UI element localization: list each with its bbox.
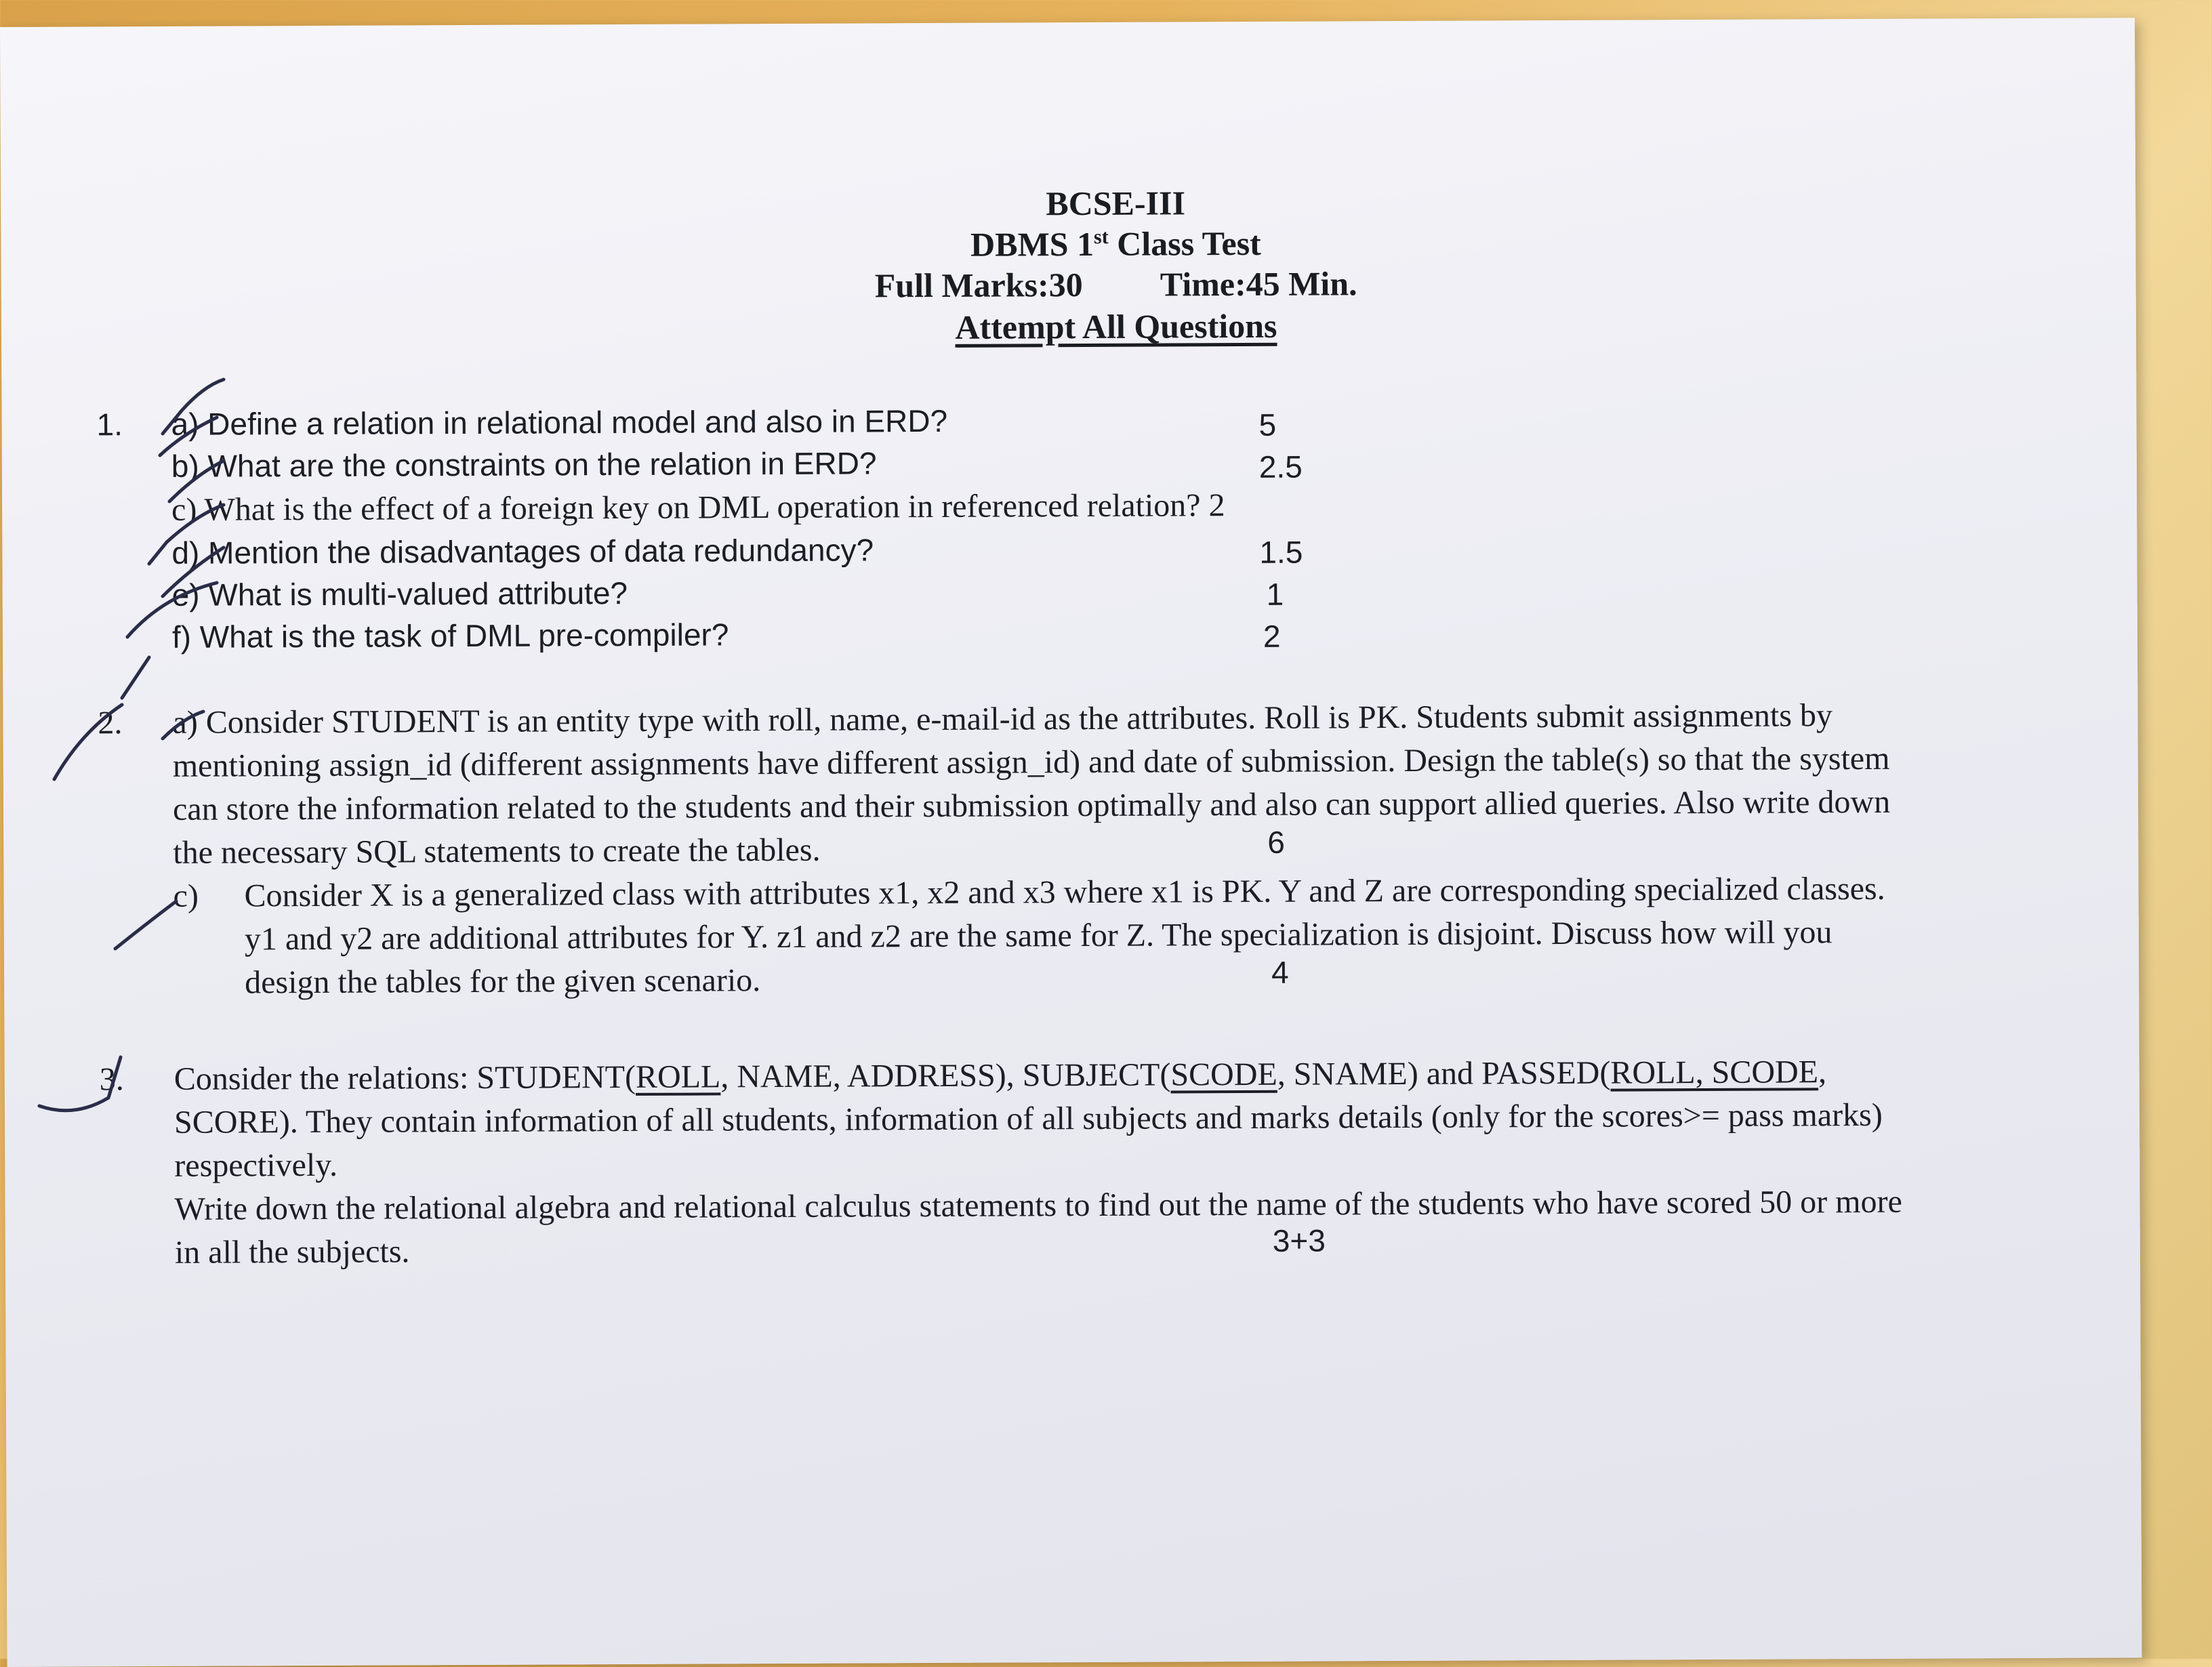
q1-item-marks: 2.5 — [1258, 449, 1303, 485]
q3-line: Write down the relational algebra and relational calculus statements to find out the name of the students who have scored 50 or more — [174, 1183, 1902, 1227]
q1-item: c) What is the effect of a foreign key on DML operation in referenced relation? 2 — [171, 487, 1225, 528]
full-marks: Full Marks:30 — [874, 266, 1083, 305]
q2a-line: mentioning assign_id (different assignments have different assign_id) and date of submission. Design the table(s) so that the system — [172, 740, 1890, 784]
marks-time-row — [1, 260, 2212, 309]
q1-item-marks: 1.5 — [1259, 534, 1303, 570]
q2c-label: c) — [173, 878, 199, 914]
q1-item-marks: 5 — [1258, 407, 1277, 443]
q1-item-marks: 2 — [1263, 618, 1281, 654]
q1-item: f) What is the task of DML pre-compiler? — [171, 617, 729, 655]
q2c-line: design the tables for the given scenario. — [245, 962, 761, 1001]
instruction: Attempt All Questions — [955, 306, 1277, 346]
q2c-line: y1 and y2 are additional attributes for Y. z1 and z2 are the same for Z. The specialization is disjoint. Discuss how will you — [244, 914, 1832, 958]
q2a-line: can store the information related to the students and their submission optimally and also can support allied queries. Also write down — [172, 783, 1891, 827]
q1-item: e) What is multi-valued attribute? — [171, 575, 628, 613]
q1-number: 1. — [96, 407, 123, 443]
q2c-marks: 4 — [1271, 954, 1289, 990]
q2-number: 2. — [98, 705, 123, 741]
test-title: DBMS 1st Class Test — [970, 224, 1261, 264]
q2c-line: Consider X is a generalized class with attributes x1, x2 and x3 where x1 is PK. Y and Z are corresponding specialized classes. — [244, 870, 1885, 914]
exam-paper — [0, 18, 2142, 1667]
q3-line: in all the subjects. — [174, 1233, 410, 1271]
q1-item: a) Define a relation in relational model and also in ERD? — [171, 403, 948, 442]
q1-item: b) What are the constraints on the relation in ERD? — [171, 445, 877, 484]
q3-number: 3. — [99, 1061, 124, 1098]
q2a-line: the necessary SQL statements to create the tables. — [173, 831, 821, 871]
q3-line: SCORE). They contain information of all students, information of all subjects and marks details (only for the scores>= pass marks) — [173, 1096, 1883, 1140]
q3-marks: 3+3 — [1272, 1222, 1326, 1258]
q1-item: d) Mention the disadvantages of data redundancy? — [171, 532, 874, 571]
q3-line: respectively. — [174, 1147, 338, 1184]
time-limit: Time:45 Min. — [1160, 264, 1357, 304]
q2a-line: a) Consider STUDENT is an entity type with roll, name, e-mail-id as the attributes. Roll is PK. Students submit assignments by — [172, 697, 1833, 741]
q3-relations-line: Consider the relations: STUDENT(ROLL, NAME, ADDRESS), SUBJECT(SCODE, SNAME) and PASSED(ROLL, SCODE, — [173, 1054, 1827, 1097]
q1-item-marks: 1 — [1266, 576, 1284, 612]
course-code: BCSE-III — [1046, 184, 1186, 223]
q2a-marks: 6 — [1267, 824, 1285, 860]
